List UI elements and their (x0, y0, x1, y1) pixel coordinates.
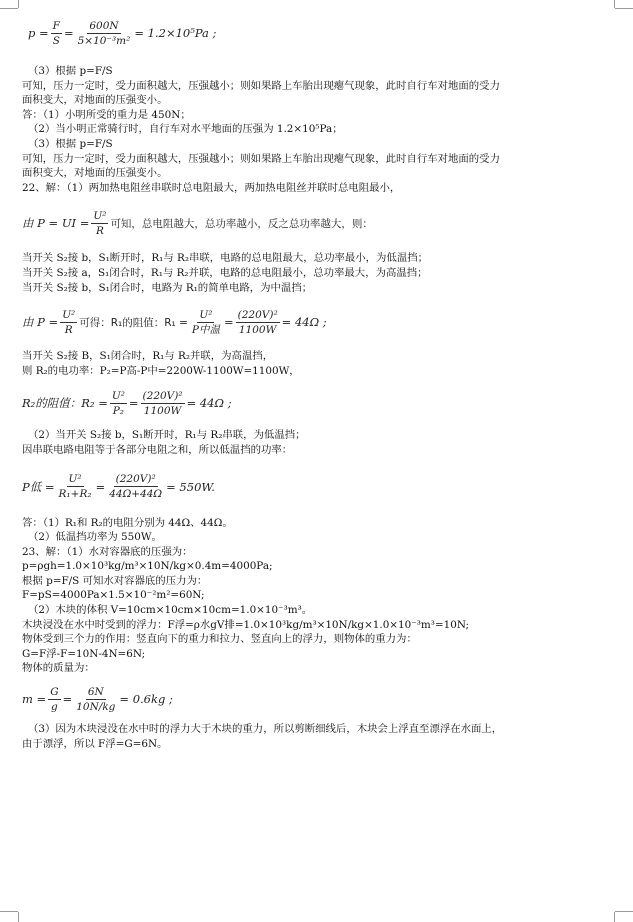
fraction-values (236, 309, 280, 336)
text-line: 因串联电路电阻等于各部分电阻之和，所以低温挡的功率： (22, 443, 293, 456)
frac-num: U² (62, 308, 76, 321)
formula-rhs: = 1.2×10⁵Pa ; (134, 26, 217, 40)
text-line: 答：（1）R₁和 R₂的电阻分别为 44Ω、44Ω。 (22, 516, 233, 529)
formula-text: 可得：R₁的阻值：R₁ = (79, 316, 188, 329)
text-line: （2）低温挡功率为 550W。 (28, 531, 162, 544)
text-line: 面积变大，对地面的压强变小。 (22, 94, 168, 107)
text-line: 由于漂浮，所以 F浮=G=6N。 (22, 737, 168, 750)
text-line: 当开关 S₂接 B，S₁闭合时，R₁与 R₂并联，为高温挡， (22, 350, 274, 363)
frac-num: U² (199, 308, 213, 321)
frac-num: F (52, 19, 60, 32)
fraction-values (74, 686, 117, 713)
fraction-g-over-g (48, 686, 60, 713)
formula-rhs: = 44Ω ; (186, 396, 232, 411)
frac-num: U² (68, 473, 82, 485)
text-line: 当开关 S₂接 b，S₁闭合时，电路为 R₁的简单电路，为中温挡； (22, 281, 313, 294)
frac-num: 600N (89, 19, 119, 32)
frac-den: 5×10⁻³m² (77, 34, 131, 47)
frac-den: R (95, 224, 104, 237)
text-line: 物体受到三个力的作用：竖直向下的重力和拉力、竖直向上的浮力，则物体的重力为： (22, 633, 417, 646)
fraction-f-over-s (51, 20, 62, 47)
frac-num: U² (111, 389, 125, 402)
text-line: 可知，压力一定时，受力面积越大，压强越小；则如果路上车胎出现瘪气现象，此时自行车对地面的受力 (22, 152, 500, 165)
fraction-u2-over-pmid (190, 309, 222, 336)
formula-mass (22, 676, 620, 722)
formula-lhs: p = (28, 26, 49, 40)
frac-den: 10N/kg (76, 700, 116, 713)
text-line: p=ρgh=1.0×10³kg/m³×10N/kg×0.4m=4000Pa; (22, 560, 273, 573)
crop-mark-top-left (18, 0, 19, 8)
frac-num: (220V)² (142, 389, 183, 402)
crop-mark-bottom-right (614, 912, 615, 922)
fraction-values (141, 390, 185, 417)
formula-r1 (22, 295, 620, 349)
formula-lhs: 由 P = (22, 315, 59, 330)
crop-mark-bottom-left-h (0, 911, 18, 912)
text-line: 物体的质量为： (22, 662, 95, 675)
text-line: 木块浸没在水中时受到的浮力：F浮=ρ水gV排=1.0×10³kg/m³×10N/kg×1.0×10⁻³m³=10N; (22, 618, 470, 631)
formula-rhs: = 550W. (166, 479, 215, 494)
text-line: （2）木块的体积 V=10cm×10cm×10cm=1.0×10⁻³m³。 (28, 604, 313, 617)
formula-power (22, 195, 620, 251)
frac-den: P中温 (191, 323, 220, 336)
fraction-values (76, 20, 133, 47)
frac-num: U² (93, 209, 107, 222)
formula-rhs: = 44Ω ; (281, 315, 327, 330)
text-line: F=pS=4000Pa×1.5×10⁻²m²=60N; (22, 589, 205, 602)
equals: = (223, 315, 234, 330)
formula-lhs: R₂的阻值：R₂ = (22, 396, 108, 411)
crop-mark-top-right (614, 0, 615, 8)
text-line: （3）根据 p=F/S (28, 65, 113, 77)
frac-den: 1100W (238, 323, 277, 336)
text-line: （2）当开关 S₂接 b，S₁断开时，R₁与 R₂串联，为低温挡； (28, 429, 306, 442)
frac-num: 6N (87, 685, 104, 698)
frac-den: P₂ (112, 404, 125, 417)
frac-den: R (64, 323, 73, 336)
text-line: 当开关 S₂接 a，S₁闭合时，R₁与 R₂并联，电路的总电阻最小，总功率最大，为高温挡； (22, 266, 428, 279)
text-line: 当开关 S₂接 b，S₁断开时，R₁与 R₂串联，电路的总电阻最大，总功率最小，为低温挡； (22, 252, 428, 265)
crop-mark-bottom-left (18, 912, 19, 922)
equals: = (62, 692, 73, 707)
text-line: （3）因为木块浸没在水中时的浮力大于木块的重力，所以剪断细线后，木块会上浮直至漂浮在水面上， (28, 723, 503, 736)
text-line: 答：（1）小明所受的重力是 450N； (22, 108, 191, 121)
crop-mark-bottom-right-h (615, 911, 633, 912)
frac-den: g (51, 700, 58, 713)
fraction-values (107, 473, 164, 500)
text-line: 则 R₂的电功率：P₂=P高-P中=2200W-1100W=1100W， (22, 364, 300, 377)
formula-lhs: P低 = (22, 479, 55, 494)
equals: = (128, 396, 139, 411)
formula-r2 (22, 378, 620, 428)
text-line: 根据 p=F/S 可知水对容器底的压力为： (22, 574, 208, 587)
equals: = (95, 479, 106, 494)
frac-num: G (50, 685, 59, 698)
fraction-u2-over-r (91, 210, 108, 237)
text-line: 23、解：（1）水对容器底的压强为： (22, 545, 193, 558)
formula-plow (22, 458, 620, 516)
formula-lhs: m = (22, 692, 47, 707)
formula-lhs: 由 P = UI = (22, 216, 90, 231)
frac-den: R₁+R₂ (58, 488, 92, 500)
fraction-u2-over-r (60, 309, 77, 336)
text-line: 面积变大，对地面的压强变小。 (22, 167, 168, 180)
formula-text: 可知，总电阻越大，总功率越小，反之总功率越大，则： (110, 217, 373, 230)
fraction-u2-over-p2 (110, 390, 127, 417)
formula-rhs: = 0.6kg ; (119, 692, 173, 707)
frac-den: S (52, 34, 60, 47)
frac-num: (220V)² (237, 308, 278, 321)
frac-den: 44Ω+44Ω (109, 488, 163, 500)
formula-pressure: p = $\frac{F}{S}$ = $\frac{600N}{\text{5×10⁻³m²}}$ = 1.2×10⁵Pa ; (28, 19, 217, 47)
frac-num: (220V)² (115, 473, 156, 485)
text-line: 可知，压力一定时，受力面积越大，压强越小；则如果路上车胎出现瘪气现象，此时自行车对地面的受力 (22, 79, 500, 92)
document-body (22, 8, 620, 751)
text-line: （2）当小明正常骑行时，自行车对水平地面的压强为 1.2×10⁵Pa； (28, 123, 343, 136)
fraction-u2-over-rsum (57, 473, 94, 500)
text-line: 22、解：（1）两加热电阻丝串联时总电阻最大，两加热电阻丝并联时总电阻最小， (22, 181, 401, 194)
crop-mark-top-left-h (0, 8, 18, 9)
text-line: G=F浮-F=10N-4N=6N; (22, 647, 146, 660)
frac-den: 1100W (143, 404, 182, 417)
text-line: （3）根据 p=F/S (28, 137, 113, 150)
